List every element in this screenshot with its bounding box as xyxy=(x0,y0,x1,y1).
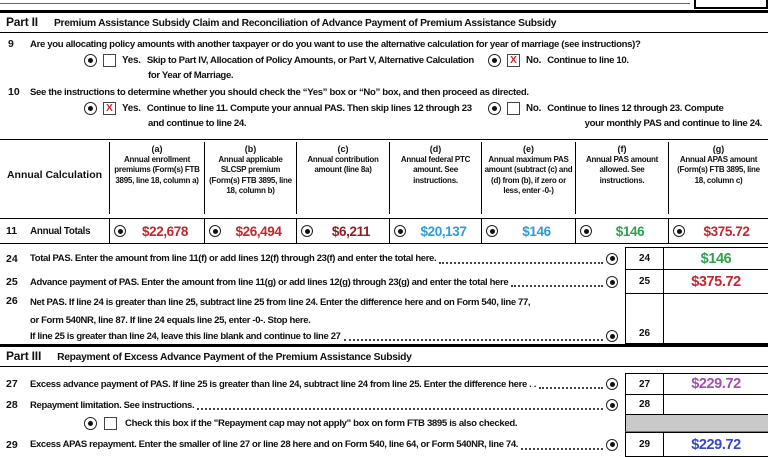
row11-d-radio-icon[interactable] xyxy=(394,225,406,237)
table-header-col-e: (e) Annual maximum PAS amount (subtract (c) and (d) from (b), if zero or less, enter -0-) xyxy=(482,142,576,214)
line26-text2: or Form 540NR, line 87. If line 24 equals line 25, enter -0-. Stop here. xyxy=(30,314,311,326)
line29-amount-field[interactable]: $229.72 xyxy=(691,436,741,453)
line27-text: Excess advance payment of PAS. If line 25 is greater than line 24, subtract line 24 from line 25. Enter the difference here . . xyxy=(30,378,537,390)
line10-number: 10 xyxy=(8,86,20,98)
line26-text1: Net PAS. If line 24 is greater than line 25, subtract line 25 from line 24. Enter the difference here and on Form 540, line 77, xyxy=(30,297,531,308)
line27-entry-box xyxy=(625,373,768,395)
line28-radio-icon[interactable] xyxy=(606,399,618,411)
line10-no-checkbox[interactable] xyxy=(507,102,520,115)
line25-entry-box xyxy=(625,270,768,294)
line24-amount-field[interactable]: $146 xyxy=(700,250,732,267)
line28-shaded-band xyxy=(625,415,768,432)
line26-text3: If line 25 is greater than line 24, leave this line blank and continue to line 27 xyxy=(30,330,341,342)
line10-yes-checkbox[interactable]: X xyxy=(103,102,116,115)
line24-box-number: 24 xyxy=(626,248,664,269)
line27-dotted-leader xyxy=(539,387,603,389)
line24-dotted-leader xyxy=(439,262,603,264)
table-header-annual-calculation: Annual Calculation xyxy=(0,142,110,214)
line25-box-number: 25 xyxy=(626,270,664,293)
row11-cell-f[interactable]: $146 xyxy=(576,219,669,243)
table-header-col-a: (a) Annual enrollment premiums (Form(s) FTB 3895, line 18, column a) xyxy=(110,142,205,214)
annual-calculation-table xyxy=(0,139,768,244)
row11-cell-g[interactable]: $375.72 xyxy=(669,219,768,243)
line29-radio-icon[interactable] xyxy=(606,439,618,451)
line26-entry-box xyxy=(625,294,768,344)
row11-f-radio-icon[interactable] xyxy=(580,225,592,237)
line9-yes-text-cont: for Year of Marriage. xyxy=(148,70,234,81)
line29-dotted-leader xyxy=(521,448,603,450)
line29-text: Excess APAS repayment. Enter the smaller of line 27 or line 28 here and on Form 540, line 64, or Form 540NR, line 74. xyxy=(30,439,519,450)
line9-yes-checkbox[interactable] xyxy=(103,54,116,67)
line29-number: 29 xyxy=(6,438,18,451)
line10-question: See the instructions to determine whether you should check the “Yes” box or “No” box, and then proceed as directed. xyxy=(30,87,529,98)
line27-box-number: 27 xyxy=(626,374,664,394)
part3-label: Part III xyxy=(6,349,42,363)
line26-row xyxy=(0,294,768,344)
line9-no-text: Continue to line 10. xyxy=(547,55,629,66)
table-header-col-b: (b) Annual applicable SLCSP premium (Form(s) FTB 3895, line 18, column b) xyxy=(205,142,297,214)
line10-options xyxy=(0,102,768,129)
line25-dotted-leader xyxy=(511,285,603,287)
line25-number: 25 xyxy=(6,276,18,288)
line28-checkbox-text: Check this box if the "Repayment cap may not apply" box on form FTB 3895 is also checked. xyxy=(125,418,518,429)
row11-cell-c[interactable]: $6,211 xyxy=(297,219,390,243)
line26-radio-icon[interactable] xyxy=(606,330,618,342)
table-header-col-g: (g) Annual APAS amount (Form(s) FTB 3895, line 18, column c) xyxy=(677,144,760,185)
line29-entry-box xyxy=(625,432,768,457)
row11-cell-e[interactable]: $146 xyxy=(482,219,576,243)
line9-options xyxy=(0,54,768,81)
part2-header xyxy=(0,10,768,33)
line10-no-text-cont: your monthly PAS and continue to line 24. xyxy=(584,118,762,129)
row11-cell-a[interactable]: $22,678 xyxy=(110,219,205,243)
line9-question: Are you allocating policy amounts with another taxpayer or do you want to use the alternative calculation for year of marriage (see instructions)? xyxy=(30,39,641,50)
line27-radio-icon[interactable] xyxy=(606,378,618,390)
part3-title: Repayment of Excess Advance Payment of the Premium Assistance Subsidy xyxy=(57,352,412,363)
table-header-col-d: (d) Annual federal PTC amount. See instructions. xyxy=(390,142,482,214)
line25-amount-field[interactable]: $375.72 xyxy=(691,273,741,290)
line9-no-checkbox[interactable]: X xyxy=(507,54,520,67)
line26-amount-field[interactable] xyxy=(664,294,768,343)
row11-cell-b[interactable]: $26,494 xyxy=(205,219,297,243)
line24-entry-box xyxy=(625,247,768,270)
line24-radio-icon[interactable] xyxy=(606,253,618,265)
line28-number: 28 xyxy=(6,399,18,411)
line29-box-number: 29 xyxy=(626,433,664,456)
lines-24-26 xyxy=(0,247,768,344)
line24-number: 24 xyxy=(6,252,18,265)
line9-no-radio-icon[interactable] xyxy=(488,54,501,67)
line9-yes-text: Skip to Part IV, Allocation of Policy Amounts, or Part V, Alternative Calculation xyxy=(146,55,474,66)
part2-title: Premium Assistance Subsidy Claim and Reconciliation of Advance Payment of Premium Assistance Subsidy xyxy=(53,18,557,29)
line26-text-block xyxy=(30,294,625,344)
top-rule xyxy=(0,3,690,4)
line10-no-label: No. xyxy=(526,103,542,114)
line9-question-row xyxy=(0,38,768,50)
line28-dotted-leader xyxy=(197,408,603,410)
line26-number: 26 xyxy=(6,295,18,307)
line25-text: Advance payment of PAS. Enter the amount from line 11(g) or add lines 12(g) through 23(g) and enter the total here xyxy=(30,276,509,288)
part3-header xyxy=(0,344,768,367)
line26-box-number: 26 xyxy=(626,294,664,343)
table-header-row xyxy=(0,139,768,214)
line24-text: Total PAS. Enter the amount from line 11(f) or add lines 12(f) through 23(f) and enter the total here. xyxy=(30,253,437,264)
line27-row xyxy=(0,373,768,395)
line28-checkbox-row xyxy=(0,415,768,432)
line28-entry-box xyxy=(625,395,768,415)
row11-label-cell: 11 Annual Totals xyxy=(0,219,110,243)
table-row-11-annual-totals xyxy=(0,218,768,244)
row11-b-radio-icon[interactable] xyxy=(209,225,221,237)
table-header-col-c: (c) Annual contribution amount (line 8a) xyxy=(297,142,390,214)
line28-text: Repayment limitation. See instructions. xyxy=(30,399,195,411)
row11-a-radio-icon[interactable] xyxy=(114,225,126,237)
line28-repayment-cap-checkbox[interactable] xyxy=(104,417,117,430)
line10-no-option xyxy=(488,102,764,129)
top-right-cutoff-box xyxy=(694,0,768,9)
line10-yes-radio-icon[interactable] xyxy=(84,102,97,115)
line28-row xyxy=(0,395,768,415)
line9-number: 9 xyxy=(8,38,14,50)
line10-no-radio-icon[interactable] xyxy=(488,102,501,115)
line9-yes-label: Yes. xyxy=(122,55,141,66)
top-cutoff-strip xyxy=(0,0,768,10)
line9-no-option xyxy=(488,54,764,67)
line10-question-row xyxy=(0,86,768,98)
row11-cell-d[interactable]: $20,137 xyxy=(390,219,482,243)
line26-dotted-leader xyxy=(344,339,603,341)
part2-label: Part II xyxy=(6,15,38,29)
row11-c-radio-icon[interactable] xyxy=(301,225,313,237)
line10-yes-label: Yes. xyxy=(122,103,141,114)
line28-checkbox-radio-icon[interactable] xyxy=(84,417,97,430)
line9-yes-radio-icon[interactable] xyxy=(84,54,97,67)
line27-amount-field[interactable]: $229.72 xyxy=(691,376,741,392)
line28-box-number: 28 xyxy=(626,395,664,414)
line29-row xyxy=(0,432,768,457)
line10-yes-text: Continue to line 11. Compute your annual PAS. Then skip lines 12 through 23 xyxy=(146,103,472,114)
table-header-col-f: (f) Annual PAS amount allowed. See instructions. xyxy=(576,142,669,214)
line28-amount-field[interactable] xyxy=(664,395,768,414)
line10-no-text: Continue to lines 12 through 23. Compute xyxy=(547,103,724,114)
line25-row xyxy=(0,270,768,294)
lines-27-29 xyxy=(0,373,768,457)
line27-number: 27 xyxy=(6,378,18,390)
row11-g-radio-icon[interactable] xyxy=(673,225,685,237)
row11-e-radio-icon[interactable] xyxy=(486,225,498,237)
line25-radio-icon[interactable] xyxy=(606,276,618,288)
line9-no-label: No. xyxy=(526,55,542,66)
line10-yes-text-cont: and continue to line 24. xyxy=(148,118,247,129)
line24-row xyxy=(0,247,768,270)
